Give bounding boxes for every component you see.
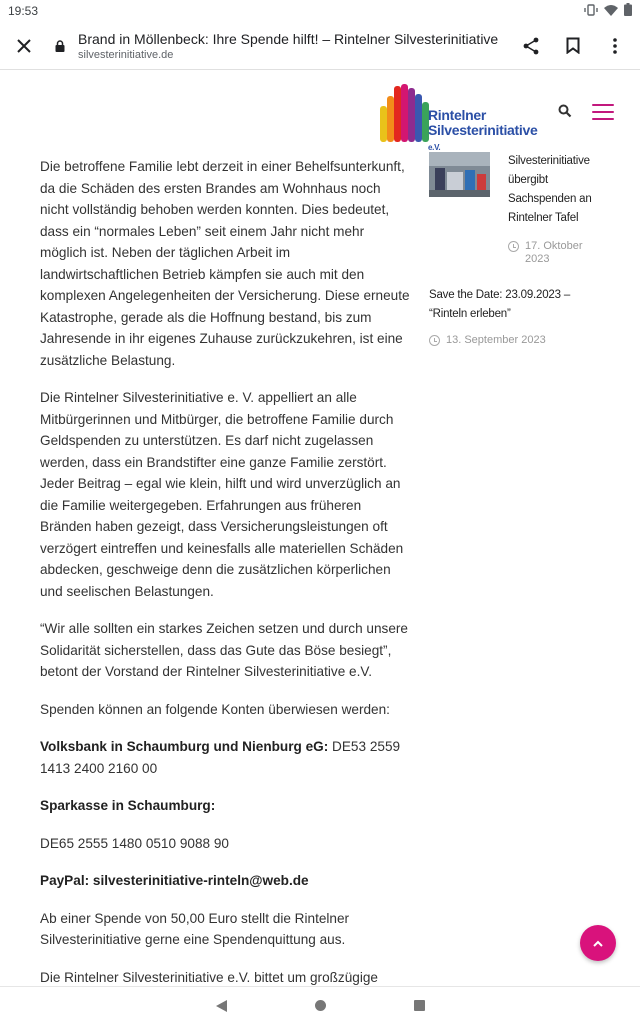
status-time: 19:53 xyxy=(8,4,39,18)
status-icons xyxy=(584,3,632,19)
menu-bar-icon xyxy=(592,104,614,106)
recent-post-date-text: 13. September 2023 xyxy=(446,334,546,346)
recent-post xyxy=(429,152,609,228)
page-info[interactable] xyxy=(78,31,512,61)
scroll-to-top-button[interactable] xyxy=(580,925,616,961)
wifi-icon xyxy=(604,4,618,19)
bookmark-icon xyxy=(566,37,580,54)
menu-bar-icon xyxy=(592,111,614,113)
paypal-text: PayPal: silvesterinitiative-rinteln@web.de xyxy=(40,873,309,888)
search-icon xyxy=(558,104,572,118)
browser-toolbar xyxy=(0,22,640,70)
recent-posts-sidebar xyxy=(429,152,609,346)
recent-post-date xyxy=(508,240,609,266)
bank-name-sparkasse: Sparkasse in Schaumburg: xyxy=(40,798,216,813)
logo-suffix: e.V. xyxy=(428,143,441,152)
home-button[interactable] xyxy=(315,1000,326,1011)
recent-post-date xyxy=(429,334,609,346)
post-thumbnail-image xyxy=(429,152,490,197)
close-tab-button[interactable] xyxy=(0,22,48,70)
recent-post-link[interactable]: Silvesterinitiative übergibt Sachspenden an Rintelner Tafel xyxy=(508,155,592,224)
battery-icon xyxy=(624,3,632,19)
bank-account-volksbank xyxy=(40,736,412,779)
more-vert-icon xyxy=(613,38,617,54)
bookmark-button[interactable] xyxy=(554,27,592,65)
iban-sparkasse: DE65 2555 1480 0510 9088 90 xyxy=(40,835,229,851)
page-url: silvesterinitiative.de xyxy=(78,48,174,61)
page-title: Brand in Möllenbeck: Ihre Spende hilft! – Rintelner Silvesterinitiative xyxy=(78,30,499,47)
vibrate-icon xyxy=(584,4,598,19)
iban-volksbank: DE53 2559 1413 2400 2160 00 xyxy=(40,739,401,776)
more-options-button[interactable] xyxy=(596,27,634,65)
post-thumbnail[interactable] xyxy=(429,152,490,197)
lock-icon[interactable] xyxy=(52,38,68,54)
site-header xyxy=(0,70,640,150)
bank-name-volksbank: Volksbank in Schaumburg und Nienburg eG: xyxy=(40,739,329,754)
article-paragraph: Spenden können an folgende Konten überwiesen werden: xyxy=(40,701,390,717)
article-paragraph: Die betroffene Familie lebt derzeit in einer Behelfsunterkunft, da die Schäden des ersten Brandes am Wohnhaus noch nicht vollständig behoben werden konnten. Dies bedeutet, dass ein “normales Leben” seit einem Jahr nicht mehr möglich ist. Neben der täglichen Arbeit im landwirtschaftlichen Betrieb kämpfen sie auch mit den komplexen Angelegenheiten der Versicherung. Diese erneute Katastrophe, gerade als die Hoffnung bestand, bis zum Jahresende in ihr eigenes Zuhause zurückzukehren, ist eine zusätzliche Belastung. xyxy=(40,159,410,368)
share-button[interactable] xyxy=(512,27,550,65)
chevron-up-icon xyxy=(593,940,603,947)
clock-icon xyxy=(508,241,519,252)
system-navigation-bar xyxy=(0,986,640,1024)
article-paragraph: “Wir alle sollten ein starkes Zeichen setzen und durch unsere Solidarität sicherstellen, dass das Gute das Böse besiegt”, betont der Vorstand der Rintelner Silvesterinitiative e.V. xyxy=(40,621,408,679)
hamburger-menu-button[interactable] xyxy=(592,102,614,122)
bank-account-sparkasse xyxy=(40,795,412,817)
recent-post-date-text: 17. Oktober 2023 xyxy=(525,240,583,265)
article-paragraph: Ab einer Spende von 50,00 Euro stellt die Rintelner Silvesterinitiative gerne eine Spendenquittung aus. xyxy=(40,910,350,947)
share-icon xyxy=(522,37,540,55)
article-paragraph: Die Rintelner Silvesterinitiative e.V. bittet um großzügige xyxy=(40,969,378,985)
toolbar-actions xyxy=(512,27,634,65)
close-icon xyxy=(17,39,31,53)
back-button[interactable] xyxy=(216,1000,227,1012)
status-bar xyxy=(0,0,640,22)
logo-line1: Rintelner xyxy=(428,107,486,123)
site-logo[interactable] xyxy=(378,82,538,152)
article-paragraph: Die Rintelner Silvesterinitiative e. V. appelliert an alle Mitbürgerinnen und Mitbürger, die betroffene Familie durch Geldspenden zu unterstützen. Es darf nicht zugelassen werden, dass ein Brandstifter eine ganze Familie zerstört. Jeder Beitrag – egal wie klein, hilft und wird unverzüglich an die Familie weitergegeben. Erfahrungen aus früheren Bränden haben gezeigt, dass Versicherungsleistungen oft verzögert eintreffen und keinesfalls alle materiellen Schäden abdecken, geschweige denn die zusätzlichen körperlichen und seelischen Belastungen. xyxy=(40,390,404,599)
article-body xyxy=(40,156,412,1024)
logo-text xyxy=(428,108,537,155)
logo-line2: Silvesterinitiative xyxy=(428,122,538,138)
recent-post-link[interactable]: Save the Date: 23.09.2023 – “Rinteln erleben” xyxy=(429,289,571,320)
clock-icon xyxy=(429,335,440,346)
recent-apps-button[interactable] xyxy=(414,1000,425,1011)
menu-bar-icon xyxy=(592,118,614,120)
paypal-account xyxy=(40,870,412,892)
site-search-button[interactable] xyxy=(558,104,578,124)
